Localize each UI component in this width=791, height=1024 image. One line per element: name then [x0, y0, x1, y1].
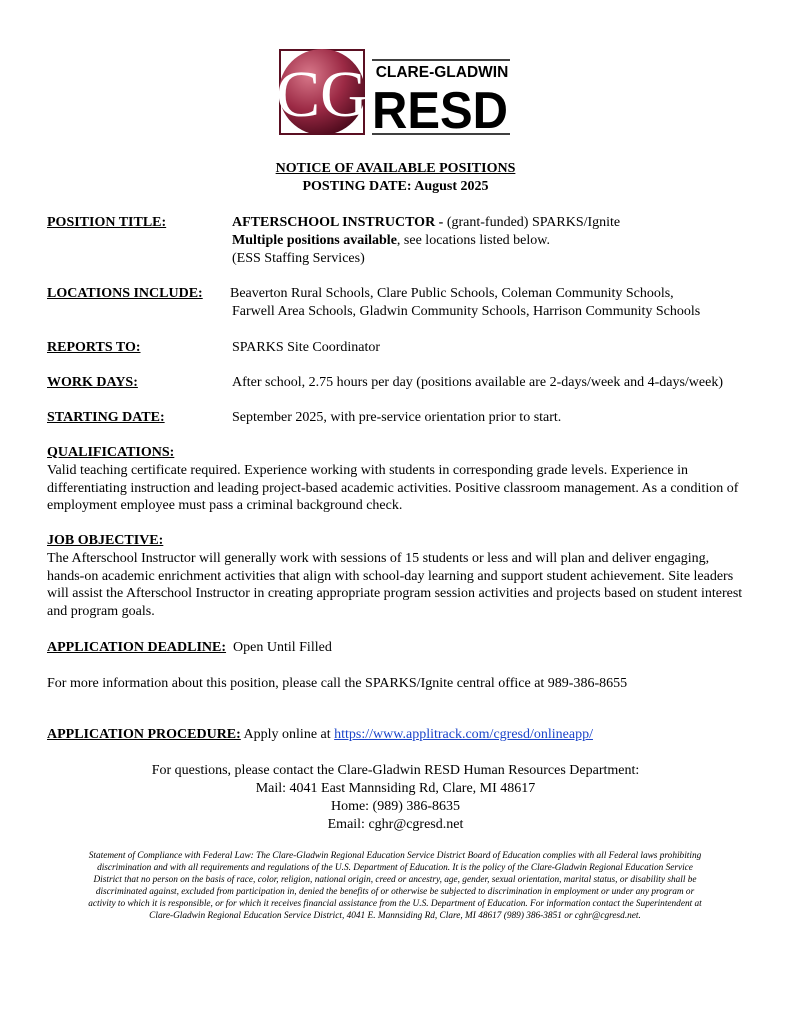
contact-email: Email: cghr@cgresd.net: [327, 817, 464, 832]
locations-line2: Farwell Area Schools, Gladwin Community Schools, Harrison Community Schools: [232, 304, 701, 319]
application-link[interactable]: https://www.applitrack.com/cgresd/onlineapp/: [334, 727, 593, 742]
work-days-value: After school, 2.75 hours per day (positions available are 2-days/week and 4-days/week): [232, 375, 724, 390]
reports-to-value: SPARKS Site Coordinator: [232, 340, 381, 355]
procedure-line: [47, 727, 593, 743]
position-title-rest: (grant-funded) SPARKS/Ignite: [446, 215, 621, 230]
cg-logo-mark: [278, 46, 514, 138]
reports-to-label: REPORTS TO:: [47, 340, 141, 355]
more-info-text: For more information about this position, please call the SPARKS/Ignite central office at 989-386-8655: [47, 676, 628, 691]
position-title-bold: AFTERSCHOOL INSTRUCTOR -: [232, 215, 447, 230]
job-objective-text: The Afterschool Instructor will generally work with sessions of 15 students or less and will plan and deliver engaging, hands-on academic enrichment activities that align with school-day learning and support student achievement. Site leaders will assist the Afterschool Instructor in creating appropriate program session activities and projects based on student interest and program goals.: [47, 551, 743, 619]
compliance-line: District that no person on the basis of race, color, religion, national origin, creed or ancestry, age, gender, sexual orientation, marital status, or disability shall be: [93, 875, 697, 885]
position-title-line3: (ESS Staffing Services): [232, 251, 365, 266]
logo-initials: CG: [278, 58, 368, 131]
notice-title: NOTICE OF AVAILABLE POSITIONS: [275, 161, 516, 176]
qualifications-text: Valid teaching certificate required. Experience working with students in corresponding grade levels. Experience in differentiating instruction and leading project-based academic activities. Positive classroom management. As a condition of employment employee must pass a criminal background check.: [47, 463, 739, 513]
compliance-line: Clare-Gladwin Regional Education Service District, 4041 E. Mannsiding Rd, Clare, MI 48617 (989) 386-3851 or cghr@cgresd.net.: [149, 911, 641, 921]
posting-date: POSTING DATE: August 2025: [302, 179, 489, 194]
compliance-line: discriminated against, excluded from participation in, denied the benefits of or otherwise be subjected to discrimination in employment or under any program or: [95, 887, 695, 897]
contact-home: Home: (989) 386-8635: [330, 799, 461, 814]
procedure-label: APPLICATION PROCEDURE:: [47, 727, 241, 742]
compliance-line: Statement of Compliance with Federal Law: The Clare-Gladwin Regional Education Service District Board of Education complies with all Federal laws prohibiting: [88, 851, 702, 861]
work-days-label: WORK DAYS:: [47, 375, 138, 390]
logo-org-name: CLARE-GLADWIN: [375, 64, 509, 81]
starting-date-value: September 2025, with pre-service orientation prior to start.: [232, 410, 562, 425]
deadline-value: Open Until Filled: [233, 640, 332, 655]
deadline-label: APPLICATION DEADLINE:: [47, 640, 227, 655]
logo-org-abbrev: RESD: [372, 82, 508, 138]
multiple-positions-rest: , see locations listed below.: [396, 233, 550, 248]
job-objective-label: JOB OBJECTIVE:: [47, 533, 164, 548]
logo: [278, 46, 514, 138]
position-title-line1: [232, 215, 620, 231]
deadline-line: [47, 640, 332, 656]
position-title-line2: [232, 233, 550, 249]
locations-label: LOCATIONS INCLUDE:: [47, 286, 203, 301]
multiple-positions-bold: Multiple positions available: [232, 233, 397, 248]
procedure-text: Apply online at: [243, 727, 335, 742]
locations-line1: Beaverton Rural Schools, Clare Public Schools, Coleman Community Schools,: [230, 286, 674, 301]
qualifications-label: QUALIFICATIONS:: [47, 445, 175, 460]
compliance-statement: [50, 850, 740, 922]
contact-mail: Mail: 4041 East Mannsiding Rd, Clare, MI 48617: [255, 781, 536, 796]
compliance-line: activity to which it is responsible, or for which it receives financial assistance from the U.S. Department of Education. For information contact the Superintendent at: [88, 899, 702, 909]
contact-line1: For questions, please contact the Clare-Gladwin RESD Human Resources Department:: [151, 763, 640, 778]
compliance-line: discrimination and with all requirements and regulations of the U.S. Department of Education. It is the policy of the Clare-Gladwin Regional Education Service: [97, 863, 693, 873]
starting-date-label: STARTING DATE:: [47, 410, 165, 425]
position-title-label: POSITION TITLE:: [47, 215, 167, 230]
